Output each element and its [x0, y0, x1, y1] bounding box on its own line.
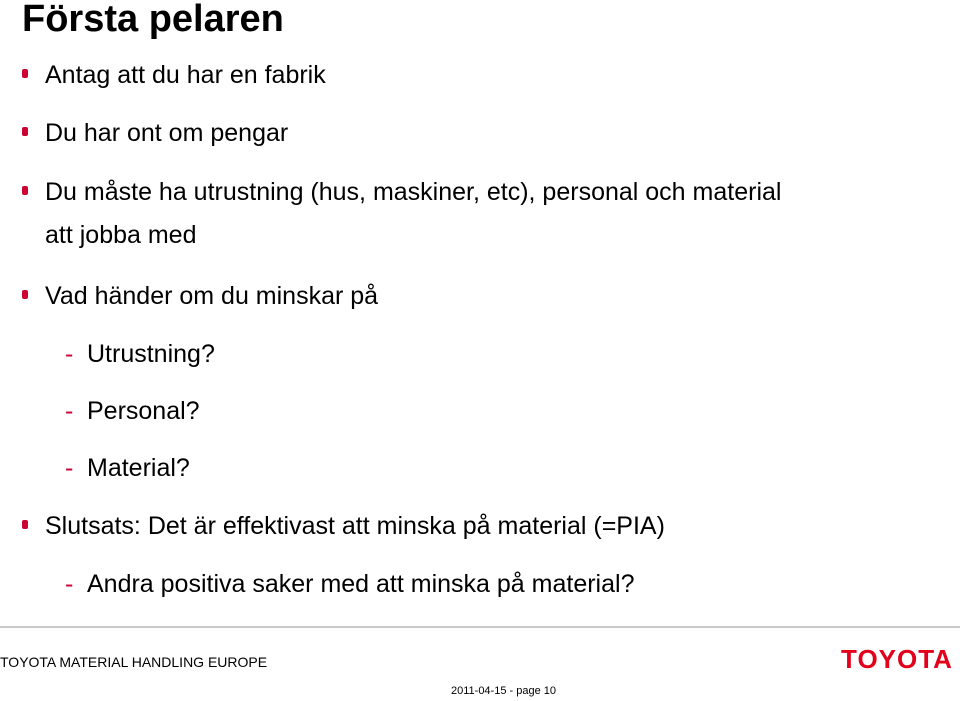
- bullet-text-line-1: Du måste ha utrustning (hus, maskiner, etc), personal och material: [45, 178, 782, 206]
- bullet-dot-icon: [22, 186, 28, 195]
- sub-item: [65, 447, 190, 490]
- bullet-dot-icon: [22, 127, 28, 136]
- footer-company: TOYOTA MATERIAL HANDLING EUROPE: [0, 654, 268, 670]
- bullet-dot-icon: [22, 69, 28, 78]
- sub-item: [65, 563, 634, 606]
- bullet-text: Antag att du har en fabrik: [45, 61, 326, 89]
- bullet-text: Slutsats: Det är effektivast att minska på material (=PIA): [45, 512, 665, 540]
- sub-item-text: Andra positiva saker med att minska på material?: [87, 570, 635, 598]
- bullet-item: [22, 112, 952, 155]
- bullet-dot-icon: [22, 520, 28, 529]
- bullet-item: [22, 54, 952, 97]
- toyota-logo: [836, 642, 958, 674]
- bullet-text: Du har ont om pengar: [45, 119, 289, 147]
- sub-item-text: Personal?: [87, 397, 200, 425]
- toyota-logo-icon: [836, 642, 958, 674]
- bullet-item: [22, 171, 952, 257]
- dash-marker: -: [65, 454, 74, 482]
- bullet-item: [22, 505, 952, 548]
- slide-title: Första pelaren: [22, 0, 284, 40]
- bullet-text: Vad händer om du minskar på: [45, 282, 379, 310]
- sub-item-text: Material?: [87, 454, 190, 482]
- sub-item: [65, 390, 200, 433]
- toyota-logo-text: TOYOTA: [841, 644, 953, 674]
- bullet-item: [22, 275, 952, 318]
- sub-item-text: Utrustning?: [87, 340, 215, 368]
- dash-marker: -: [65, 570, 74, 598]
- footer-divider: [0, 626, 960, 628]
- bullet-dot-icon: [22, 290, 28, 299]
- dash-marker: -: [65, 397, 74, 425]
- sub-item: [65, 333, 215, 376]
- dash-marker: -: [65, 340, 74, 368]
- bullet-text-line-2: att jobba med: [45, 221, 197, 249]
- footer-date-page: 2011-04-15 - page 10: [451, 685, 556, 697]
